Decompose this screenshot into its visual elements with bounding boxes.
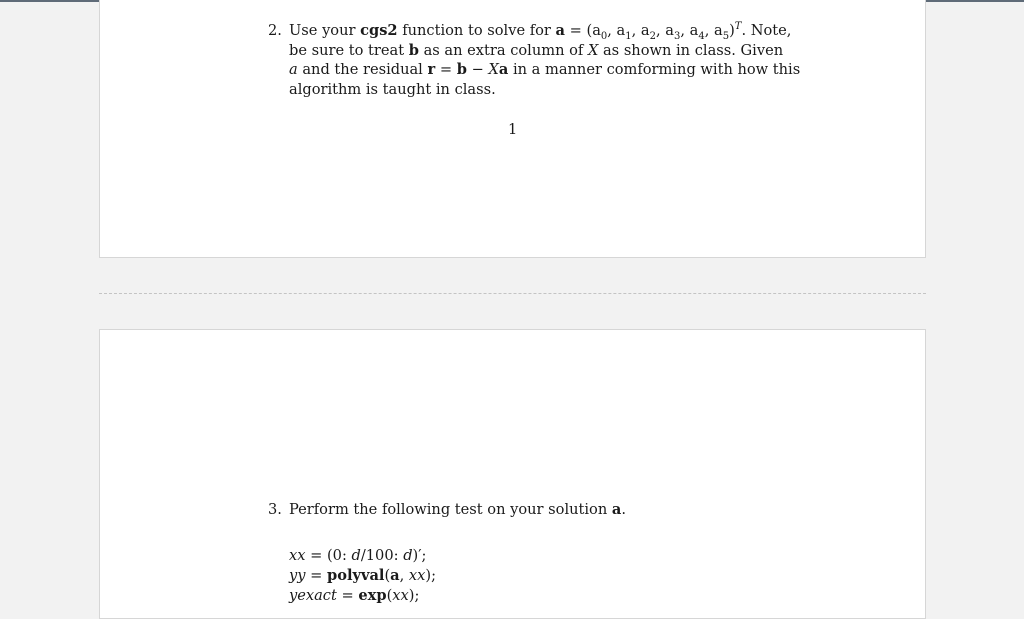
text: . xyxy=(621,501,626,518)
problem-2-body xyxy=(289,21,801,99)
variable: d xyxy=(403,547,413,564)
text: in a manner comforming with how this xyxy=(512,61,801,78)
subscript: 5 xyxy=(722,30,730,42)
subscript: 4 xyxy=(698,30,705,42)
variable: xx xyxy=(408,567,426,584)
problem-2-line-2 xyxy=(289,41,784,61)
code-line-3 xyxy=(289,586,436,606)
variable-a: a xyxy=(289,61,298,78)
variable: xx xyxy=(392,587,409,604)
math: /100: xyxy=(360,547,404,564)
math: ); xyxy=(425,567,437,584)
problem-2-line-1 xyxy=(289,21,792,42)
text: Perform the following test on your solution xyxy=(289,501,608,518)
variable: yy xyxy=(289,567,306,584)
matrix-x: X xyxy=(488,61,499,78)
math: , xyxy=(399,567,409,584)
vector-b: b xyxy=(408,41,419,59)
function-name: exp xyxy=(358,587,387,604)
problem-2-number: 2. xyxy=(268,22,282,39)
math: , a xyxy=(704,22,723,39)
problem-2-line-4: algorithm is taught in class. xyxy=(289,80,496,98)
page-divider xyxy=(99,293,926,294)
vector-a: a xyxy=(611,501,622,518)
function-name: polyval xyxy=(327,567,385,584)
math: ); xyxy=(408,587,420,604)
math: , a xyxy=(680,22,699,39)
text: as an extra column of xyxy=(423,41,584,59)
problem-3-body xyxy=(289,500,776,520)
math: = (a xyxy=(569,22,601,39)
problem-2-line-3 xyxy=(289,60,801,80)
subscript: 3 xyxy=(673,30,681,42)
vector-a: a xyxy=(498,61,509,78)
variable: d xyxy=(351,547,361,564)
variable: xx xyxy=(289,547,306,564)
superscript: T xyxy=(734,21,742,33)
text: Use your xyxy=(289,22,356,39)
math: , a xyxy=(656,22,674,39)
vector-b: b xyxy=(456,61,467,78)
problem-3 xyxy=(268,500,776,520)
math: , a xyxy=(607,22,626,39)
math: − xyxy=(471,61,484,78)
math: = xyxy=(305,567,328,584)
vector-a: a xyxy=(555,22,565,39)
math: )′; xyxy=(412,547,427,564)
variable: yexact xyxy=(289,587,337,604)
math: = xyxy=(336,587,359,604)
subscript: 0 xyxy=(600,30,608,42)
document-page-2 xyxy=(99,329,926,619)
matrix-x: X xyxy=(587,41,599,59)
problem-3-number: 3. xyxy=(268,501,282,518)
math: , a xyxy=(631,22,650,39)
text: and the residual xyxy=(302,61,423,78)
vector-r: r xyxy=(427,61,436,78)
math: ( xyxy=(384,567,391,584)
text: function to solve for xyxy=(402,22,551,39)
problem-2 xyxy=(268,21,801,99)
subscript: 2 xyxy=(649,30,656,42)
math: = xyxy=(439,61,453,78)
text: as shown in class. Given xyxy=(602,41,784,59)
math: = (0: xyxy=(305,547,352,564)
math: ( xyxy=(386,587,393,604)
subscript: 1 xyxy=(625,30,632,42)
text: be sure to treat xyxy=(289,41,405,59)
page-number: 1 xyxy=(508,121,518,138)
code-line-2 xyxy=(289,566,436,586)
code-block xyxy=(289,546,436,606)
function-name: cgs2 xyxy=(360,22,398,39)
code-line-1 xyxy=(289,546,436,566)
text: . Note, xyxy=(741,22,792,39)
math: ) xyxy=(729,22,735,39)
vector-a: a xyxy=(390,567,400,584)
